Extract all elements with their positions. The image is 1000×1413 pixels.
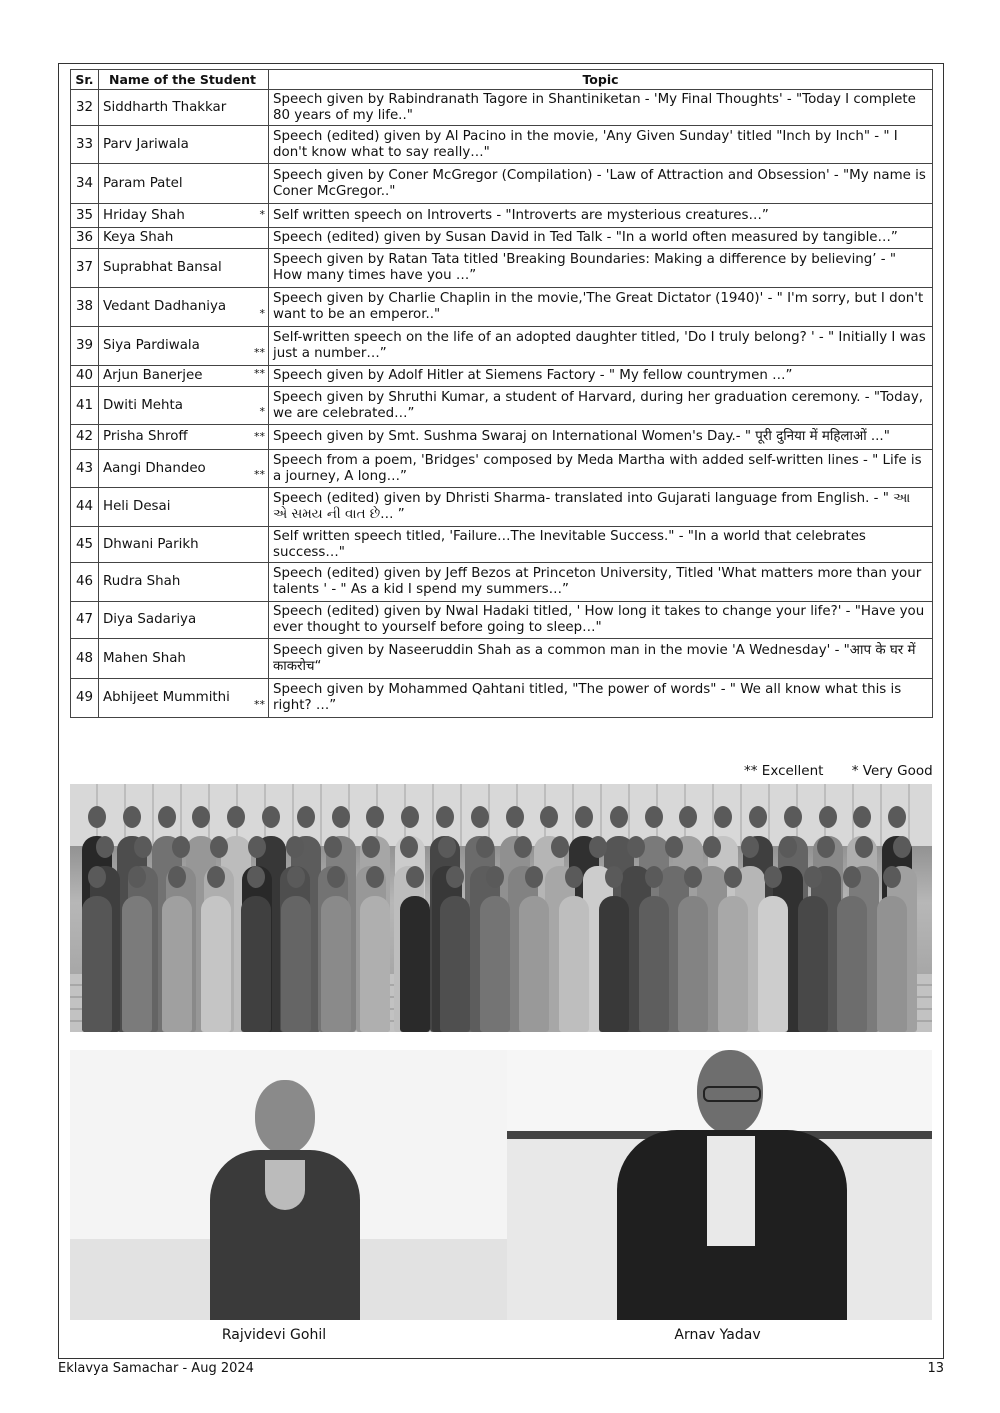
rating-stars: * (259, 405, 265, 418)
cell-sr: 48 (71, 639, 99, 679)
group-photo (70, 784, 932, 1032)
student-name: Parv Jariwala (103, 136, 189, 152)
student-name: Suprabhat Bansal (103, 260, 222, 275)
header-sr: Sr. (71, 70, 99, 90)
cell-sr: 39 (71, 327, 99, 366)
rating-legend (744, 763, 933, 779)
rating-stars: ** (254, 468, 265, 481)
cell-sr: 35 (71, 204, 99, 228)
cell-student-name (99, 327, 269, 366)
cell-student-name (99, 90, 269, 126)
table-row (71, 387, 933, 425)
student-name: Siddharth Thakkar (103, 99, 227, 115)
cell-sr: 37 (71, 249, 99, 288)
student-name: Vedant Dadhaniya (103, 299, 227, 314)
cell-sr: 42 (71, 425, 99, 450)
caption-left: Rajvidevi Gohil (221, 1327, 327, 1343)
cell-sr: 43 (71, 450, 99, 488)
cell-topic: Speech (edited) given by Nwal Hadaki titled, ' How long it takes to change your life?' - "Have you ever thought to yourself before going to sleep…" (269, 602, 933, 639)
table-row (71, 450, 933, 488)
table-row (71, 488, 933, 527)
cell-topic: Speech (edited) given by Susan David in Ted Talk - "In a world often measured by tangible…” (269, 228, 933, 249)
cell-student-name (99, 288, 269, 327)
table-row (71, 288, 933, 327)
cell-sr: 38 (71, 288, 99, 327)
caption-right: Arnav Yadav (674, 1327, 761, 1343)
cell-sr: 44 (71, 488, 99, 527)
cell-student-name (99, 639, 269, 679)
cell-student-name (99, 204, 269, 228)
table-row (71, 327, 933, 366)
table-row (71, 602, 933, 639)
header-topic: Topic (269, 70, 933, 90)
table-row (71, 249, 933, 288)
cell-sr: 33 (71, 126, 99, 164)
table-row (71, 366, 933, 387)
table-row (71, 639, 933, 679)
table-header-row (71, 70, 933, 90)
cell-sr: 34 (71, 164, 99, 204)
table-row (71, 90, 933, 126)
cell-topic: Speech given by Shruthi Kumar, a student of Harvard, during her graduation ceremony. - "Today, we are celebrated…” (269, 387, 933, 425)
cell-student-name (99, 488, 269, 527)
cell-student-name (99, 425, 269, 450)
student-name: Heli Desai (103, 499, 171, 514)
table-row (71, 679, 933, 718)
cell-sr: 41 (71, 387, 99, 425)
cell-sr: 36 (71, 228, 99, 249)
cell-sr: 40 (71, 366, 99, 387)
cell-student-name (99, 602, 269, 639)
cell-topic: Speech given by Naseeruddin Shah as a common man in the movie 'A Wednesday' - "आप के घर में काकरोच“ (269, 639, 933, 679)
student-name: Arjun Banerjee (103, 368, 203, 383)
table-row (71, 425, 933, 450)
cell-topic: Speech (edited) given by Jeff Bezos at Princeton University, Titled 'What matters more than your talents ' - " As a kid I spend my summers…” (269, 563, 933, 602)
cell-sr: 46 (71, 563, 99, 602)
cell-sr: 47 (71, 602, 99, 639)
cell-topic: Self-written speech on the life of an adopted daughter titled, 'Do I truly belong? ' - " Initially I was just a number…” (269, 327, 933, 366)
cell-topic: Speech given by Adolf Hitler at Siemens Factory - " My fellow countrymen …” (269, 366, 933, 387)
photo-arnav-yadav (507, 1050, 932, 1320)
rating-stars: * (259, 208, 265, 221)
cell-topic: Speech given by Rabindranath Tagore in Shantiniketan - 'My Final Thoughts' - "Today I complete 80 years of my life.." (269, 90, 933, 126)
page-number: 13 (927, 1361, 944, 1376)
legend-excellent: ** Excellent (744, 763, 824, 779)
legend-very-good: * Very Good (851, 763, 933, 779)
cell-sr: 32 (71, 90, 99, 126)
student-name: Hriday Shah (103, 207, 185, 223)
cell-sr: 49 (71, 679, 99, 718)
cell-topic: Speech (edited) given by Al Pacino in the movie, 'Any Given Sunday' titled "Inch by Inch" - " I don't know what to say really…" (269, 126, 933, 164)
cell-student-name (99, 366, 269, 387)
student-name: Keya Shah (103, 230, 174, 245)
cell-topic: Speech (edited) given by Dhristi Sharma- translated into Gujarati language from English. - " આ એ સમય ની વાત છે… ” (269, 488, 933, 527)
rating-stars: ** (254, 346, 265, 359)
footer-publication: Eklavya Samachar - Aug 2024 (58, 1361, 254, 1376)
student-name: Diya Sadariya (103, 612, 197, 627)
rating-stars: * (259, 307, 265, 320)
cell-student-name (99, 228, 269, 249)
table-row (71, 228, 933, 249)
cell-topic: Speech given by Coner McGregor (Compilation) - 'Law of Attraction and Obsession' - "My name is Coner McGregor.." (269, 164, 933, 204)
rating-stars: ** (254, 698, 265, 711)
header-name: Name of the Student (99, 70, 269, 90)
student-name: Dwiti Mehta (103, 397, 183, 413)
student-name: Rudra Shah (103, 574, 181, 589)
cell-student-name (99, 126, 269, 164)
table-row (71, 164, 933, 204)
cell-topic: Speech from a poem, 'Bridges' composed by Meda Martha with added self-written lines - " Life is a journey, A long…” (269, 450, 933, 488)
rating-stars: ** (254, 430, 265, 443)
cell-student-name (99, 387, 269, 425)
table-row (71, 563, 933, 602)
photo-rajvidevi-gohil (70, 1050, 507, 1320)
cell-topic: Speech given by Charlie Chaplin in the movie,'The Great Dictator (1940)' - " I'm sorry, but I don't want to be an emperor.." (269, 288, 933, 327)
cell-topic: Speech given by Ratan Tata titled 'Breaking Boundaries: Making a difference by believing’ - " How many times have you …” (269, 249, 933, 288)
rating-stars: ** (254, 367, 265, 380)
cell-student-name (99, 450, 269, 488)
student-name: Param Patel (103, 175, 183, 191)
student-name: Prisha Shroff (103, 429, 188, 444)
cell-student-name (99, 164, 269, 204)
student-speech-table (70, 69, 933, 718)
student-name: Mahen Shah (103, 650, 186, 666)
student-name: Abhijeet Mummithi (103, 690, 230, 705)
cell-sr: 45 (71, 527, 99, 563)
cell-topic: Speech given by Mohammed Qahtani titled, "The power of words" - " We all know what this is right? …” (269, 679, 933, 718)
table-row (71, 204, 933, 228)
cell-student-name (99, 527, 269, 563)
cell-topic: Self written speech titled, 'Failure…The Inevitable Success." - "In a world that celebrates success…" (269, 527, 933, 563)
cell-topic: Self written speech on Introverts - "Introverts are mysterious creatures…” (269, 204, 933, 228)
student-name: Siya Pardiwala (103, 338, 200, 353)
table-row (71, 527, 933, 563)
table-row (71, 126, 933, 164)
student-name: Dhwani Parikh (103, 536, 199, 552)
cell-student-name (99, 679, 269, 718)
cell-topic: Speech given by Smt. Sushma Swaraj on International Women's Day.- " पूरी दुनिया में महिलाओं ..." (269, 425, 933, 450)
student-name: Aangi Dhandeo (103, 460, 206, 476)
cell-student-name (99, 249, 269, 288)
cell-student-name (99, 563, 269, 602)
